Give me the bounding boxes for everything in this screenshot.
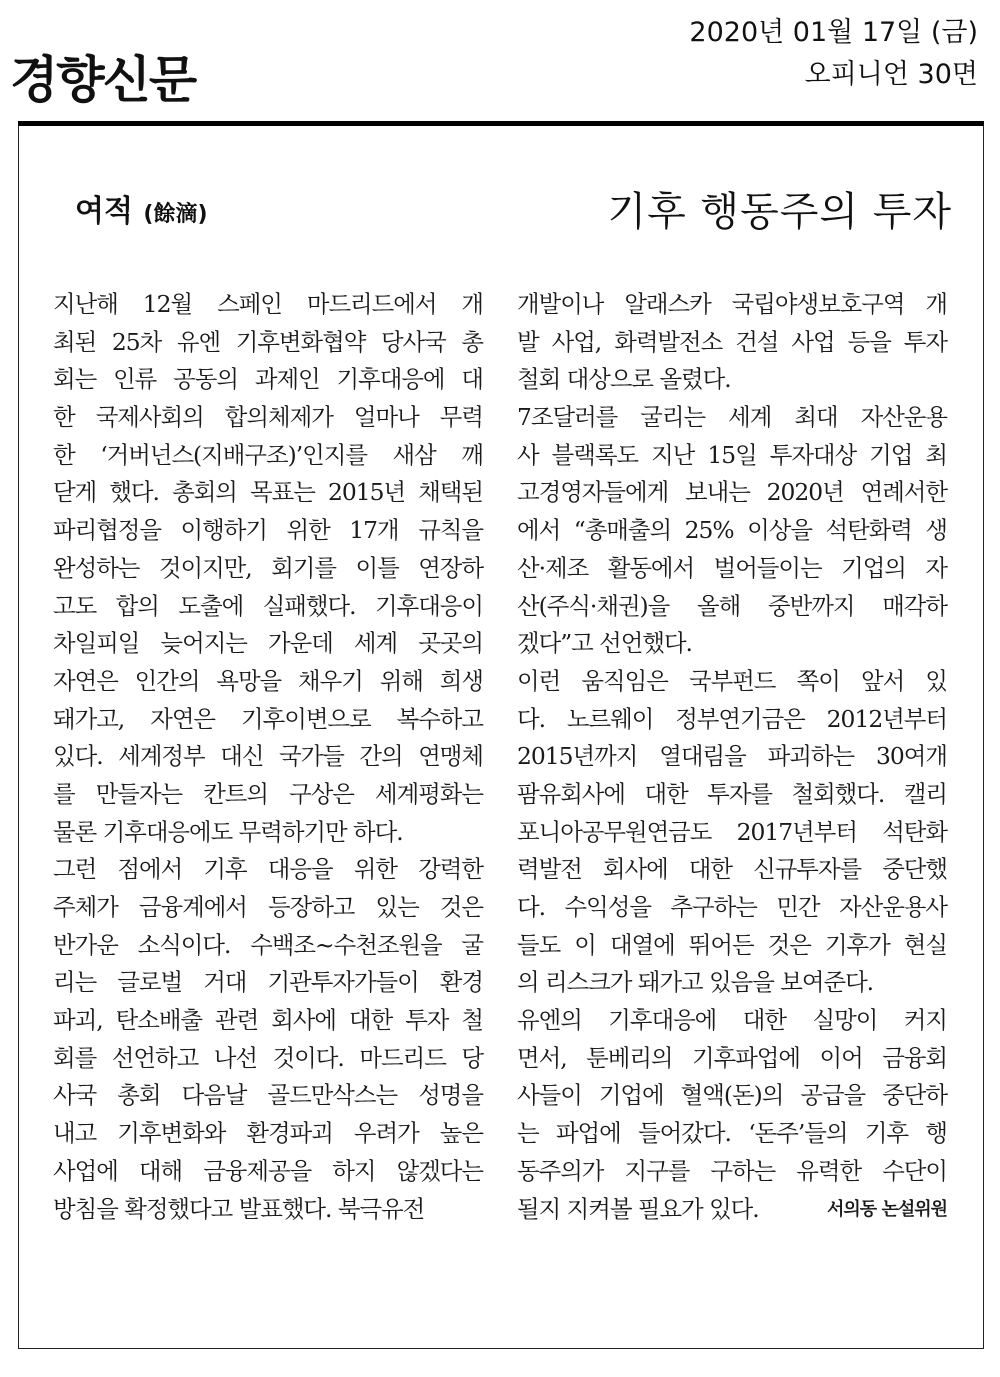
text-line: 팜유회사에 대한 투자를 철회했다. 캘리 bbox=[517, 779, 947, 808]
text-line: 이런 움직임은 국부펀드 쪽이 앞서 있 bbox=[517, 666, 947, 695]
text-line: 닫게 했다. 총회의 목표는 2015년 채택된 bbox=[53, 478, 483, 507]
text-line: 의 리스크가 돼가고 있음을 보여준다. bbox=[517, 968, 874, 997]
text-line: 사 블랙록도 지난 15일 투자대상 기업 최 bbox=[517, 440, 947, 469]
column-name bbox=[75, 186, 208, 230]
text-line: 반가운 소식이다. 수백조~수천조원을 굴 bbox=[53, 930, 483, 959]
text-line: 회는 인류 공동의 과제인 기후대응에 대 bbox=[53, 365, 483, 394]
text-line: 철회 대상으로 올렸다. bbox=[517, 365, 731, 394]
text-line: 회를 선언하고 나선 것이다. 마드리드 당 bbox=[53, 1043, 483, 1072]
text-line: 사업에 대해 금융제공을 하지 않겠다는 bbox=[53, 1156, 483, 1185]
text-line: 내고 기후변화와 환경파괴 우려가 높은 bbox=[53, 1119, 483, 1148]
text-line: 파리협정을 이행하기 위한 17개 규칙을 bbox=[53, 516, 483, 545]
text-line: 는 파업에 들어갔다. ‘돈주’들의 기후 행 bbox=[517, 1119, 947, 1148]
column-name-hanja: (餘滴) bbox=[143, 202, 208, 227]
publication-date: 2020년 01월 17일 (금) bbox=[689, 17, 978, 48]
article-column-left bbox=[53, 286, 483, 1228]
column-name-text: 여적 bbox=[75, 194, 133, 229]
closing-line bbox=[517, 1191, 947, 1229]
text-line: 파괴, 탄소배출 관련 회사에 대한 투자 철 bbox=[53, 1006, 483, 1035]
section-page: 오피니언 30면 bbox=[804, 59, 978, 90]
final-sentence: 될지 지켜볼 필요가 있다. bbox=[517, 1194, 759, 1223]
text-line: 7조달러를 굴리는 세계 최대 자산운용 bbox=[517, 403, 947, 432]
text-line: 고도 합의 도출에 실패했다. 기후대응이 bbox=[53, 591, 483, 620]
text-line: 산(주식·채권)을 올해 중반까지 매각하 bbox=[517, 591, 947, 620]
text-line: 돼가고, 자연은 기후이변으로 복수하고 bbox=[53, 704, 483, 733]
text-line: 다. 수익성을 추구하는 민간 자산운용사 bbox=[517, 893, 947, 921]
text-line: 물론 기후대응에도 무력하기만 하다. bbox=[53, 817, 403, 846]
text-line: 한 국제사회의 합의체제가 얼마나 무력 bbox=[53, 403, 483, 432]
text-line: 발 사업, 화력발전소 건설 사업 등을 투자 bbox=[517, 327, 947, 356]
text-line: 최된 25차 유엔 기후변화협약 당사국 총 bbox=[53, 327, 483, 356]
text-line: 사들이 기업에 혈액(돈)의 공급을 중단하 bbox=[517, 1081, 947, 1110]
text-line: 있다. 세계정부 대신 국가들 간의 연맹체 bbox=[53, 742, 483, 771]
text-line: 개발이나 알래스카 국립야생보호구역 개 bbox=[517, 290, 947, 318]
text-line: 자연은 인간의 욕망을 채우기 위해 희생 bbox=[53, 666, 483, 695]
text-line: 2015년까지 열대림을 파괴하는 30여개 bbox=[517, 742, 947, 771]
text-line: 그런 점에서 기후 대응을 위한 강력한 bbox=[53, 855, 483, 884]
text-line: 한 ‘거버넌스(지배구조)’인지를 새삼 깨 bbox=[53, 440, 483, 469]
text-line: 면서, 툰베리의 기후파업에 이어 금융회 bbox=[517, 1043, 947, 1072]
text-line: 포니아공무원연금도 2017년부터 석탄화 bbox=[517, 817, 947, 846]
text-line: 차일피일 늦어지는 가운데 세계 곳곳의 bbox=[53, 629, 483, 658]
text-line: 주체가 금융계에서 등장하고 있는 것은 bbox=[53, 893, 483, 921]
text-line: 유엔의 기후대응에 대한 실망이 커지 bbox=[517, 1006, 947, 1035]
text-line: 고경영자들에게 보내는 2020년 연례서한 bbox=[517, 478, 947, 507]
newspaper-masthead: 경향신문 bbox=[10, 51, 196, 109]
text-line: 다. 노르웨이 정부연기금은 2012년부터 bbox=[517, 704, 947, 733]
text-line: 방침을 확정했다고 발표했다. 북극유전 bbox=[53, 1194, 425, 1223]
text-line: 들도 이 대열에 뛰어든 것은 기후가 현실 bbox=[517, 930, 947, 959]
text-line: 에서 “총매출의 25% 이상을 석탄화력 생 bbox=[517, 516, 947, 545]
text-line: 력발전 회사에 대한 신규투자를 중단했 bbox=[517, 855, 947, 884]
text-line: 지난해 12월 스페인 마드리드에서 개 bbox=[53, 290, 483, 318]
article-headline: 기후 행동주의 투자 bbox=[607, 189, 952, 235]
text-line: 사국 총회 다음날 골드만삭스는 성명을 bbox=[53, 1081, 483, 1110]
author-byline: 서의동 논설위원 bbox=[827, 1198, 947, 1220]
text-line: 동주의가 지구를 구하는 유력한 수단이 bbox=[517, 1156, 947, 1185]
article-column-right bbox=[517, 286, 947, 1228]
text-line: 를 만들자는 칸트의 구상은 세계평화는 bbox=[53, 779, 483, 808]
dateline bbox=[689, 12, 978, 96]
text-line: 리는 글로벌 거대 기관투자가들이 환경 bbox=[53, 968, 483, 997]
text-line: 산·제조 활동에서 벌어들이는 기업의 자 bbox=[517, 553, 947, 582]
text-line: 완성하는 것이지만, 회기를 이틀 연장하 bbox=[53, 553, 483, 582]
text-line: 겠다”고 선언했다. bbox=[517, 629, 692, 658]
